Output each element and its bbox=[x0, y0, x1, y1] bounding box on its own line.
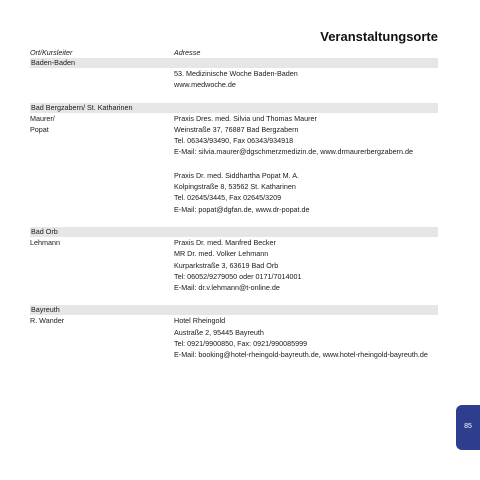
table-row bbox=[30, 237, 438, 293]
instructor-line: Lehmann bbox=[30, 237, 60, 247]
table-row bbox=[30, 68, 438, 91]
region-header: Baden-Baden bbox=[30, 58, 438, 68]
instructor-cell bbox=[30, 68, 174, 91]
table-row bbox=[30, 315, 438, 360]
address-cell bbox=[174, 237, 438, 293]
address-cell bbox=[174, 113, 438, 215]
region-header: Bad Bergzabern/ St. Katharinen bbox=[30, 103, 438, 113]
column-header-location: Ort/Kursleiter bbox=[30, 48, 73, 57]
address-line: E-Mail: silvia.maurer@dgschmerzmedizin.de, www.drmaurerbergzabern.de bbox=[174, 147, 413, 157]
address-line: www.medwoche.de bbox=[174, 80, 236, 90]
instructor-line: Maurer/ bbox=[30, 113, 55, 123]
region-header: Bad Orb bbox=[30, 227, 438, 237]
address-line: E-Mail: dr.v.lehmann@t-online.de bbox=[174, 283, 280, 293]
address-cell bbox=[174, 68, 438, 91]
address-line: Tel. 06343/93490, Fax 06343/934918 bbox=[174, 136, 294, 146]
address-line: Praxis Dr. med. Manfred Becker bbox=[174, 237, 276, 247]
venue-table bbox=[30, 47, 438, 361]
address-line: Hotel Rheingold bbox=[174, 316, 226, 326]
address-line: 53. Medizinische Woche Baden-Baden bbox=[174, 69, 298, 78]
address-line: Kurparkstraße 3, 63619 Bad Orb bbox=[174, 260, 279, 270]
address-line: MR Dr. med. Volker Lehmann bbox=[174, 249, 269, 259]
region-header: Bayreuth bbox=[30, 305, 438, 315]
address-line: E-Mail: booking@hotel-rheingold-bayreuth.de, www.hotel-rheingold-bayreuth.de bbox=[174, 350, 428, 360]
instructor-line bbox=[30, 68, 174, 79]
address-line: E-Mail: popat@dgfan.de, www.dr-popat.de bbox=[174, 204, 310, 214]
address-line: Austraße 2, 95445 Bayreuth bbox=[174, 327, 264, 337]
page-number: 85 bbox=[464, 423, 472, 430]
page-number-tab bbox=[456, 405, 480, 450]
instructor-cell bbox=[30, 237, 174, 293]
address-line: Kolpingstraße 8, 53562 St. Katharinen bbox=[174, 182, 296, 192]
instructor-line: Popat bbox=[30, 124, 49, 134]
instructor-line: R. Wander bbox=[30, 316, 65, 326]
address-line: Tel: 06052/9279050 oder 0171/7014001 bbox=[174, 271, 302, 281]
table-row bbox=[30, 113, 438, 215]
address-line: Praxis Dr. med. Siddhartha Popat M. A. bbox=[174, 170, 300, 180]
address-line: Tel. 02645/3445, Fax 02645/3209 bbox=[174, 193, 282, 203]
spacer bbox=[174, 158, 438, 170]
column-header-address: Adresse bbox=[174, 48, 201, 57]
address-line: Weinstraße 37, 76887 Bad Bergzabern bbox=[174, 124, 299, 134]
instructor-cell bbox=[30, 315, 174, 360]
address-line: Tel: 0921/9900850, Fax: 0921/990085999 bbox=[174, 339, 308, 349]
table-header bbox=[30, 47, 438, 58]
address-cell bbox=[174, 315, 438, 360]
address-line: Praxis Dres. med. Silvia und Thomas Maurer bbox=[174, 113, 317, 123]
instructor-cell bbox=[30, 113, 174, 215]
page-title: Veranstaltungsorte bbox=[320, 29, 438, 44]
